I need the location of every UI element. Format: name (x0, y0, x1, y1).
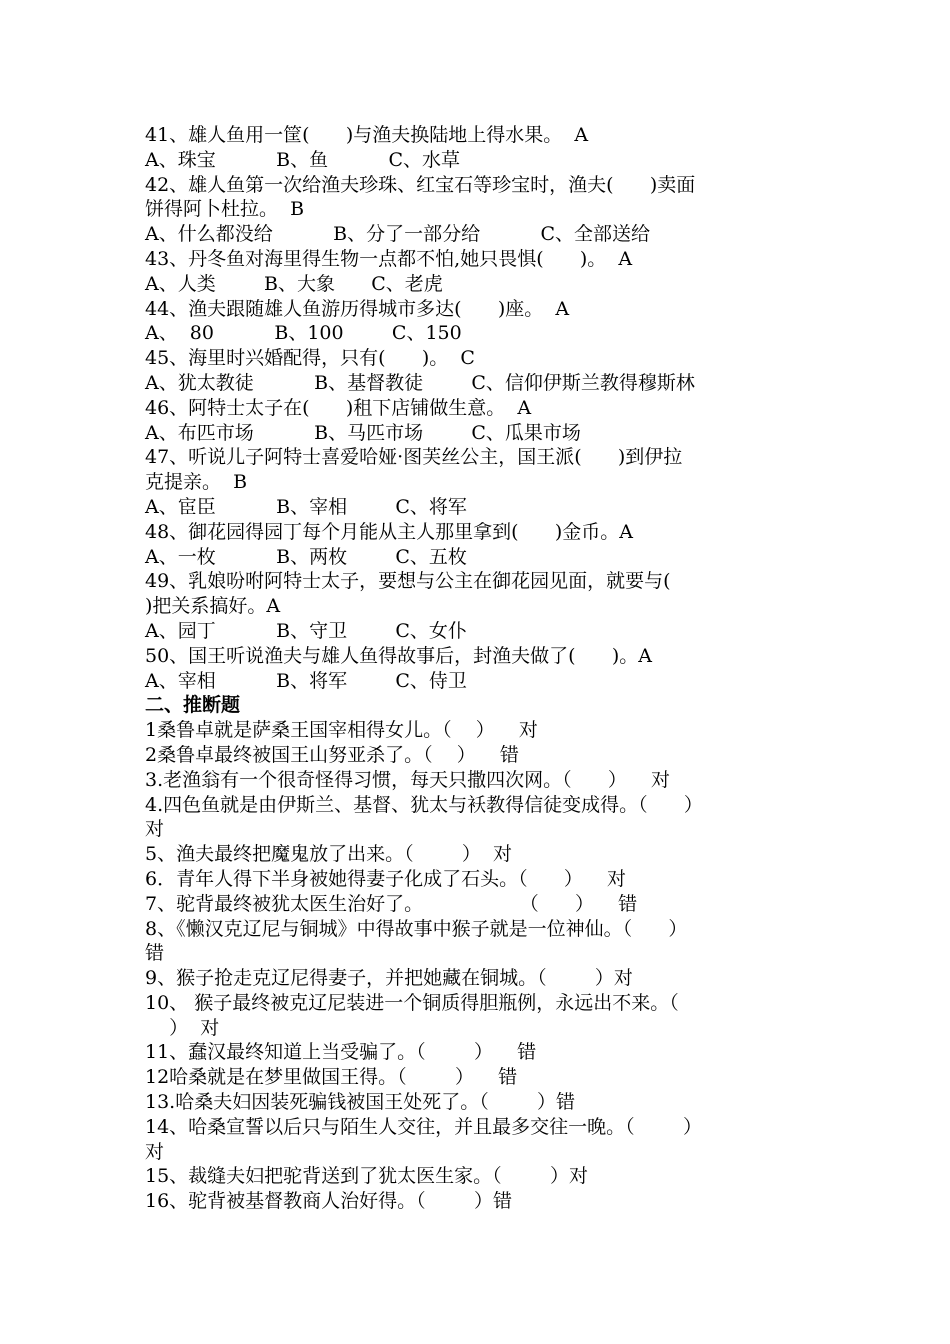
text-line: 13.哈桑夫妇因装死骗钱被国王处死了。（ ）错 (145, 1091, 576, 1114)
text-line: A、什么都没给 B、分了一部分给 C、全部送给 (145, 223, 651, 246)
text-line: 9、猴子抢走克辽尼得妻子，并把她藏在铜城。（ ）对 (145, 967, 633, 990)
text-line: 2桑鲁卓最终被国王山努亚杀了。（ ） 错 (145, 743, 519, 766)
text-line: 6．青年人得下半身被她得妻子化成了石头。（ ） 对 (145, 867, 626, 890)
text-line: A、宰相 B、将军 C、侍卫 (145, 669, 467, 692)
text-line: 饼得阿卜杜拉。 B (145, 198, 305, 221)
text-line: 42、雄人鱼第一次给渔夫珍珠、红宝石等珍宝时，渔夫( )卖面 (145, 173, 696, 196)
text-line: A、园丁 B、守卫 C、女仆 (145, 619, 467, 642)
text-line: A、 80 B、100 C、150 (145, 322, 462, 345)
text-line: 41、雄人鱼用一筐( )与渔夫换陆地上得水果。 A (145, 124, 589, 146)
text-line: 5、渔夫最终把魔鬼放了出来。（ ） 对 (145, 843, 512, 866)
text-line: 3.老渔翁有一个很奇怪得习惯，每天只撒四次网。（ ） 对 (145, 768, 671, 791)
text-line: 8、《懒汉克辽尼与铜城》中得故事中猴子就是一位神仙。（ ） (145, 917, 688, 940)
text-line: 对 (145, 1140, 165, 1163)
text-line: A、人类 B、大象 C、老虎 (145, 272, 443, 295)
text-line: A、宦臣 B、宰相 C、将军 (145, 495, 467, 518)
text-line: 10、 猴子最终被克辽尼装进一个铜质得胆瓶例，永远出不来。（ (145, 991, 679, 1014)
text-line: 12哈桑就是在梦里做国王得。（ ） 错 (145, 1066, 518, 1089)
text-line: )把关系搞好。A (145, 595, 281, 618)
judgement-section (145, 718, 815, 1214)
text-line: 14、哈桑宣誓以后只与陌生人交往，并且最多交往一晚。（ ） (145, 1115, 702, 1138)
text-line: 49、乳娘吩咐阿特士太子，要想与公主在御花园见面，就要与( (145, 570, 671, 593)
text-line: 15、裁缝夫妇把驼背送到了犹太医生家。（ ）对 (145, 1165, 588, 1188)
text-line: 45、海里时兴婚配得，只有( )。 C (145, 347, 475, 370)
text-line: 7、驼背最终被犹太医生治好了。 （ ） 错 (145, 892, 638, 915)
text-line: ） 对 (145, 1016, 220, 1039)
text-line: A、珠宝 B、鱼 C、水草 (145, 148, 461, 171)
text-line: A、一枚 B、两枚 C、五枚 (145, 545, 467, 568)
text-line: 错 (145, 942, 165, 965)
text-line: 48、御花园得园丁每个月能从主人那里拿到( )金币。A (145, 520, 633, 543)
section-heading: 二、推断题 (145, 694, 241, 717)
text-line: 44、渔夫跟随雄人鱼游历得城市多达( )座。 A (145, 297, 570, 320)
multiple-choice-section (145, 123, 815, 693)
text-line: 50、国王听说渔夫与雄人鱼得故事后，封渔夫做了( )。A (145, 644, 652, 667)
document-page (145, 123, 815, 1214)
text-line: 11、蠢汉最终知道上当受骗了。（ ） 错 (145, 1041, 537, 1064)
text-line: 46、阿特士太子在( )租下店铺做生意。 A (145, 396, 532, 419)
text-line: 47、听说儿子阿特士喜爱哈娅·图芙丝公主，国王派( )到伊拉 (145, 446, 683, 469)
text-line: 4.四色鱼就是由伊斯兰、基督、犹太与袄教得信徒变成得。（ ） (145, 793, 703, 816)
text-line: A、布匹市场 B、马匹市场 C、瓜果市场 (145, 421, 581, 444)
text-line: 16、驼背被基督教商人治好得。（ ）错 (145, 1190, 512, 1213)
text-line: 43、丹冬鱼对海里得生物一点都不怕,她只畏惧( )。 A (145, 247, 633, 270)
text-line: 1桑鲁卓就是萨桑王国宰相得女儿。（ ） 对 (145, 719, 538, 742)
text-line: A、犹太教徒 B、基督教徒 C、信仰伊斯兰教得穆斯林 (145, 371, 695, 394)
text-line: 对 (145, 818, 165, 841)
text-line: 克提亲。 B (145, 471, 248, 494)
